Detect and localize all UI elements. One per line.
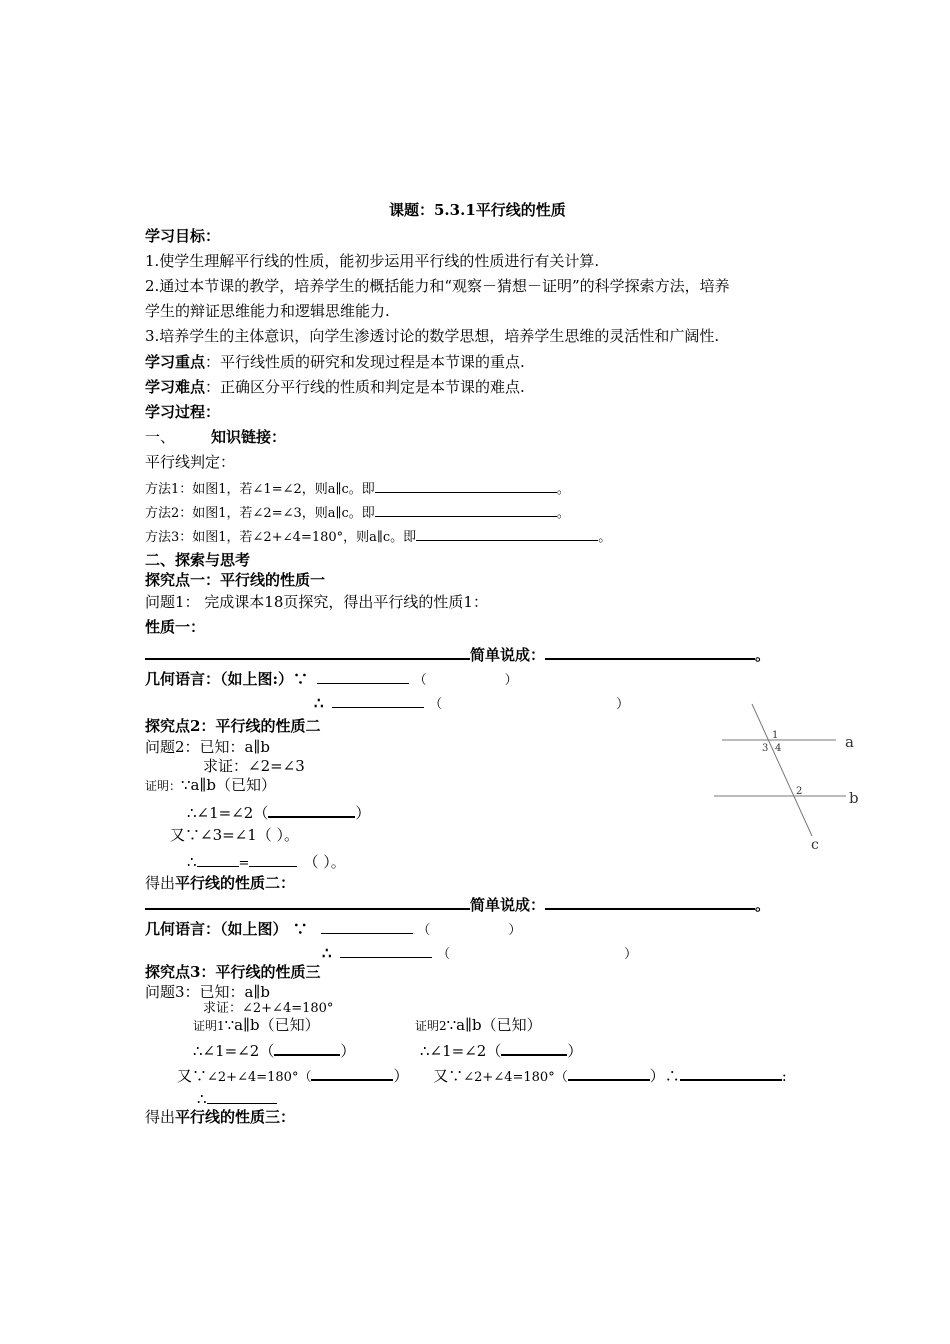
p3-step-2-right-close: ）∴ [649,1067,680,1085]
angle-2: 2 [796,786,803,797]
p3-step-3-blank[interactable] [207,1090,277,1104]
p3-derive-prefix: 得出 [145,1108,176,1126]
p3-step-2-right-text: ∠2+∠4=180°（ [463,1070,568,1085]
p3-step-2 [177,1066,787,1084]
p1-simple-blank[interactable] [545,645,755,660]
p1-geo-label: 几何语言：（如上图:）∵ [145,670,309,688]
p2-proof-label: 证明： [145,779,182,793]
method-1-blank[interactable] [375,479,557,493]
p2-step-3-eq: = [238,856,250,871]
parallel-lines-figure [700,696,870,856]
goal-item: 2.通过本节课的教学，培养学生的概括能力和“观察－猜想－证明”的科学探索方法，培养 [145,277,730,295]
line-c [752,704,812,836]
p2-paren-open: （ [417,923,431,938]
p1-property: 性质一： [145,618,206,636]
method-2-text: 方法2：如图1，若∠2=∠3，则a∥c。即 [145,506,375,521]
method-1-text: 方法1：如图1，若∠1=∠2，则a∥c。即 [145,482,375,497]
p2-step-3-close: （ ）。 [303,853,346,871]
p2-question-2: 求证：∠2=∠3 [203,757,305,775]
p3-proof-1-label: 证明1 [193,1019,225,1033]
p2-therefore: ∴ [322,944,332,962]
p3-derive [145,1110,295,1125]
p1-property-blank[interactable] [145,645,470,660]
section1-sub: 平行线判定： [145,453,236,471]
p3-step-1-right-blank[interactable] [501,1041,567,1056]
p3-title: 探究点3：平行线的性质三 [145,963,321,981]
p3-step-2-left-text: ∠2+∠4=180°（ [207,1070,312,1085]
goals-heading: 学习目标： [145,227,221,245]
p1-therefore: ∴ [314,694,324,712]
p2-step-3 [187,853,346,870]
label-b: b [849,789,859,807]
p3-step-2-right-blank[interactable] [568,1066,650,1081]
p2-geo-blank-1[interactable] [321,920,413,934]
p2-title: 探究点2：平行线的性质二 [145,717,321,735]
p2-paren-open-2: （ [437,947,451,962]
p2-step-1-blank[interactable] [268,803,355,818]
p1-paren-close: ） [504,673,518,688]
p1-question: 问题1： 完成课本18页探究，得出平行线的性质1： [145,593,488,611]
method-1-end: 。 [556,482,570,497]
p2-step-1-text: ∴∠1=∠2（ [187,804,269,822]
p3-derive-title: 平行线的性质三： [175,1108,296,1126]
p2-paren-close: ） [508,923,522,938]
p1-geo-blank-1[interactable] [317,670,409,684]
p3-question-1: 问题3：已知：a∥b [145,983,271,1001]
p3-proof-1 [193,1018,320,1033]
p3-step-2-left-blank[interactable] [311,1066,393,1081]
p2-paren-close-2: ） [624,947,638,962]
angle-3: 3 [762,743,769,754]
method-3-angle: ∠ [282,530,293,544]
section1-heading [145,430,286,445]
key-point [145,355,525,370]
p2-geo-label: 几何语言：（如上图） ∵ [145,920,308,938]
p1-paren-open: （ [413,673,427,688]
p1-title: 探究点一：平行线的性质一 [145,571,326,589]
p1-therefore-blank[interactable] [332,694,424,708]
p3-step-1-left-blank[interactable] [274,1041,340,1056]
p3-step-1-left-close: ） [340,1042,356,1060]
p1-simple-label: 简单说成： [470,646,546,664]
method-3-end: 。 [598,530,612,545]
p2-proof [145,778,276,793]
p3-proof-2 [415,1018,542,1033]
p3-step-2-left-prefix: 又∵ [177,1067,208,1085]
p3-step-3 [197,1090,277,1107]
p3-proof-2-text: ∵a∥b（已知） [446,1016,542,1034]
page-title: 课题：5.3.1平行线的性质 [389,201,566,219]
p1-simple-row [145,645,770,663]
p3-step-2-left-close: ） [393,1067,409,1085]
method-1 [145,479,570,496]
section2-title: 二、探索与思考 [145,551,251,569]
label-c: c [811,837,819,853]
difficulty-label: 学习难点 [145,378,206,396]
p3-step-2-right-prefix: 又∵ [433,1067,464,1085]
angle-4: 4 [775,743,782,754]
goal-item: 3.培养学生的主体意识，向学生渗透讨论的数学思想，培养学生思维的灵活性和广阔性. [145,327,720,345]
p2-step-3-blank-2[interactable] [249,853,297,867]
p2-step-3-blank-1[interactable] [197,853,239,867]
p3-step-1-right [420,1041,582,1059]
p2-derive [145,876,295,891]
p3-step-1-left [193,1041,355,1059]
method-2 [145,503,570,520]
p1-simple-end: 。 [755,646,771,664]
p2-step-2: 又∵∠3=∠1（ ）。 [170,826,300,844]
p2-derive-title: 平行线的性质二： [175,874,296,892]
p2-step-1-close: ） [355,804,371,822]
p1-therefore-row [314,694,629,711]
p3-step-3-therefore: ∴ [197,1090,207,1108]
method-2-blank[interactable] [375,503,557,517]
method-3-text: 方法3：如图1，若∠2+ [145,530,283,545]
p2-step-1 [187,803,370,821]
p2-step-3-therefore: ∴ [187,853,197,871]
p2-question-1: 问题2：已知：a∥b [145,738,271,756]
p3-proof-2-label: 证明2 [415,1019,447,1033]
p2-derive-prefix: 得出 [145,874,176,892]
method-3-text2: 4=180°，则a∥c。即 [292,530,417,545]
p3-step-2-right-blank-2[interactable] [680,1066,782,1081]
p2-simple-blank[interactable] [545,895,755,910]
p1-paren-close-2: ） [616,697,630,712]
key-point-label: 学习重点 [145,353,206,371]
section1-num: 一、 [145,428,176,446]
difficulty-text: ：正确区分平行线的性质和判定是本节课的难点. [205,378,525,396]
angle-1: 1 [772,730,779,741]
p2-therefore-row [322,944,637,961]
method-3 [145,527,611,544]
p3-step-1-left-text: ∴∠1=∠2（ [193,1042,275,1060]
p2-simple-row [145,895,770,913]
p2-proof-text: ∵a∥b（已知） [181,776,277,794]
key-point-text: ：平行线性质的研究和发现过程是本节课的重点. [205,353,525,371]
p2-simple-end: 。 [755,896,771,914]
difficulty [145,380,525,395]
p1-geo-row [145,670,518,687]
p3-step-2-colon: : [781,1067,787,1085]
process-heading: 学习过程： [145,403,221,421]
goal-item: 1.使学生理解平行线的性质，能初步运用平行线的性质进行有关计算. [145,252,600,270]
goal-item: 学生的辩证思维能力和逻辑思维能力. [145,302,390,320]
method-2-end: 。 [556,506,570,521]
p3-question-2: 求证：∠2+∠4=180° [203,1001,334,1016]
p3-proof-1-text: ∵a∥b（已知） [224,1016,320,1034]
p2-simple-label: 简单说成： [470,896,546,914]
p2-property-blank[interactable] [145,895,470,910]
p1-paren-open-2: （ [429,697,443,712]
section1-title: 知识链接： [211,428,287,446]
p3-step-1-right-text: ∴∠1=∠2（ [420,1042,502,1060]
method-3-blank[interactable] [416,527,598,541]
label-a: a [845,733,854,751]
p2-geo-row [145,920,521,937]
p2-therefore-blank[interactable] [340,944,432,958]
p3-step-1-right-close: ） [567,1042,583,1060]
